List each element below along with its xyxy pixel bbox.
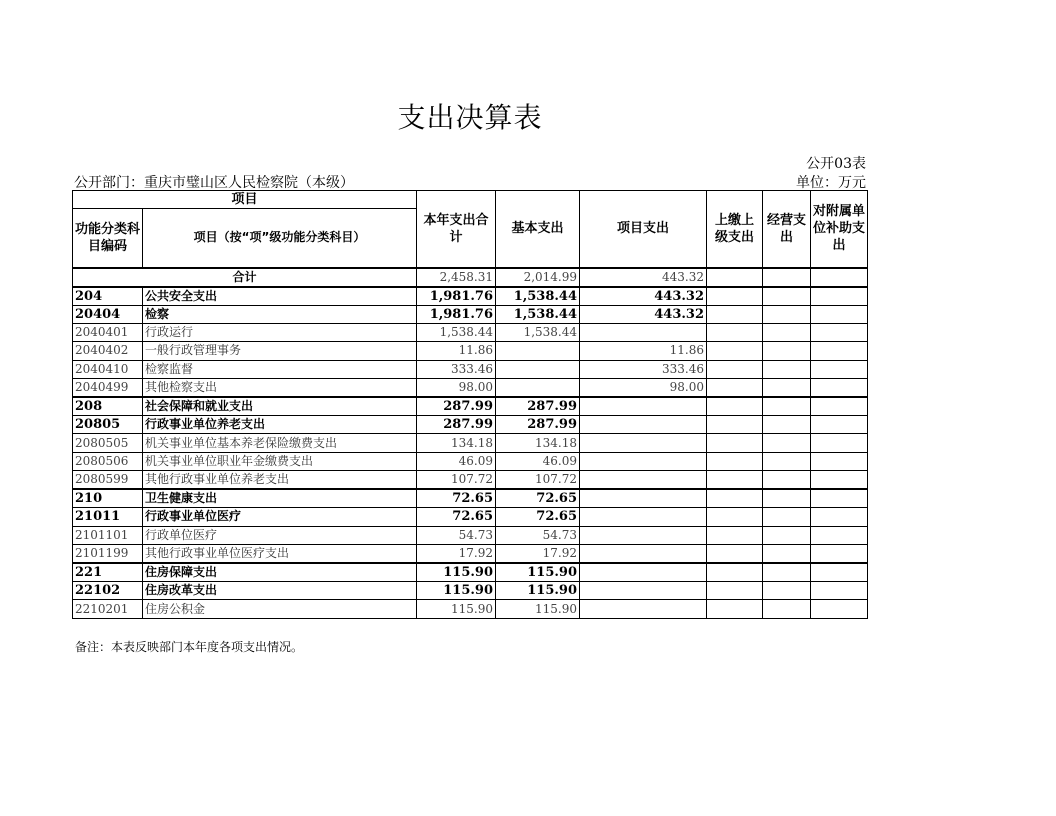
empty-cell <box>763 452 811 470</box>
empty-cell <box>763 287 811 306</box>
empty-cell <box>811 323 868 341</box>
header-total: 本年支出合计 <box>417 191 496 268</box>
table-row <box>73 582 868 600</box>
empty-cell <box>707 360 763 378</box>
row-total: 287.99 <box>417 416 496 434</box>
row-basic: 287.99 <box>496 416 580 434</box>
row-code: 2080505 <box>73 434 143 452</box>
row-total: 115.90 <box>417 600 496 618</box>
row-total: 115.90 <box>417 563 496 582</box>
row-name: 检察 <box>143 305 417 323</box>
empty-cell <box>707 416 763 434</box>
row-basic: 1,538.44 <box>496 323 580 341</box>
form-number: 公开03表 <box>806 156 866 172</box>
empty-cell <box>811 508 868 526</box>
row-basic <box>496 360 580 378</box>
row-code: 2080506 <box>73 452 143 470</box>
empty-cell <box>811 452 868 470</box>
row-code: 2080599 <box>73 471 143 490</box>
table-row <box>73 563 868 582</box>
row-project-expense <box>580 526 707 544</box>
row-total: 115.90 <box>417 582 496 600</box>
empty-cell <box>763 471 811 490</box>
header-code: 功能分类科目编码 <box>73 209 143 268</box>
row-code: 21011 <box>73 508 143 526</box>
unit-label: 单位：万元 <box>796 175 866 191</box>
total-basic: 2,014.99 <box>496 268 580 287</box>
row-name: 行政事业单位医疗 <box>143 508 417 526</box>
row-total: 46.09 <box>417 452 496 470</box>
row-basic: 115.90 <box>496 563 580 582</box>
header-item: 项目（按“项”级功能分类科目） <box>143 209 417 268</box>
row-code: 2040410 <box>73 360 143 378</box>
row-project-expense: 98.00 <box>580 379 707 398</box>
row-project-expense <box>580 471 707 490</box>
empty-cell <box>707 582 763 600</box>
row-code: 2210201 <box>73 600 143 618</box>
header-subsidiary: 对附属单位补助支出 <box>811 191 868 268</box>
row-total: 17.92 <box>417 545 496 564</box>
header-basic: 基本支出 <box>496 191 580 268</box>
empty-cell <box>763 416 811 434</box>
row-project-expense <box>580 545 707 564</box>
row-total: 287.99 <box>417 397 496 416</box>
row-basic: 1,538.44 <box>496 287 580 306</box>
row-basic: 54.73 <box>496 526 580 544</box>
total-row <box>73 268 868 287</box>
empty-cell <box>811 360 868 378</box>
row-name: 住房改革支出 <box>143 582 417 600</box>
table-row <box>73 305 868 323</box>
empty-cell <box>707 545 763 564</box>
row-basic: 115.90 <box>496 600 580 618</box>
total-project-expense: 443.32 <box>580 268 707 287</box>
empty-cell <box>707 434 763 452</box>
row-code: 210 <box>73 489 143 508</box>
row-project-expense <box>580 582 707 600</box>
empty-cell <box>763 600 811 618</box>
page-title: 支出决算表 <box>397 101 543 134</box>
empty-cell <box>707 489 763 508</box>
row-total: 54.73 <box>417 526 496 544</box>
table-row <box>73 452 868 470</box>
row-total: 72.65 <box>417 489 496 508</box>
empty-cell <box>707 563 763 582</box>
row-total: 11.86 <box>417 342 496 360</box>
row-total: 1,981.76 <box>417 305 496 323</box>
row-project-expense <box>580 563 707 582</box>
row-project-expense <box>580 323 707 341</box>
row-name: 一般行政管理事务 <box>143 342 417 360</box>
row-project-expense: 443.32 <box>580 305 707 323</box>
row-total: 1,538.44 <box>417 323 496 341</box>
row-code: 2040401 <box>73 323 143 341</box>
empty-cell <box>811 600 868 618</box>
row-basic: 1,538.44 <box>496 305 580 323</box>
empty-cell <box>763 508 811 526</box>
empty-cell <box>763 489 811 508</box>
header-project: 项目 <box>73 191 417 209</box>
empty-cell <box>811 379 868 398</box>
empty-cell <box>707 508 763 526</box>
header-business: 经营支出 <box>763 191 811 268</box>
table-row <box>73 342 868 360</box>
empty-cell <box>707 305 763 323</box>
footnote: 备注：本表反映部门本年度各项支出情况。 <box>75 640 304 654</box>
row-basic <box>496 342 580 360</box>
row-project-expense: 11.86 <box>580 342 707 360</box>
empty-cell <box>763 305 811 323</box>
row-project-expense: 333.46 <box>580 360 707 378</box>
empty-cell <box>763 342 811 360</box>
row-code: 221 <box>73 563 143 582</box>
empty-cell <box>707 471 763 490</box>
row-total: 134.18 <box>417 434 496 452</box>
empty-cell <box>763 379 811 398</box>
table-row <box>73 323 868 341</box>
table-row <box>73 545 868 564</box>
row-basic: 107.72 <box>496 471 580 490</box>
row-name: 行政单位医疗 <box>143 526 417 544</box>
row-name: 其他行政事业单位养老支出 <box>143 471 417 490</box>
empty-cell <box>707 397 763 416</box>
empty-cell <box>707 526 763 544</box>
table-row <box>73 508 868 526</box>
empty-cell <box>707 452 763 470</box>
row-name: 卫生健康支出 <box>143 489 417 508</box>
empty-cell <box>707 342 763 360</box>
header-upper: 上缴上级支出 <box>707 191 763 268</box>
table-row <box>73 471 868 490</box>
row-project-expense: 443.32 <box>580 287 707 306</box>
empty-cell <box>811 563 868 582</box>
empty-cell <box>763 434 811 452</box>
empty-cell <box>811 526 868 544</box>
row-basic: 115.90 <box>496 582 580 600</box>
row-name: 住房保障支出 <box>143 563 417 582</box>
empty-cell <box>707 287 763 306</box>
header-project-expense: 项目支出 <box>580 191 707 268</box>
row-code: 20805 <box>73 416 143 434</box>
row-basic: 17.92 <box>496 545 580 564</box>
table-row <box>73 287 868 306</box>
row-code: 2040402 <box>73 342 143 360</box>
row-name: 检察监督 <box>143 360 417 378</box>
row-code: 2101101 <box>73 526 143 544</box>
total-label: 合计 <box>73 268 417 287</box>
row-project-expense <box>580 397 707 416</box>
row-name: 机关事业单位基本养老保险缴费支出 <box>143 434 417 452</box>
empty-cell <box>763 526 811 544</box>
empty-cell <box>811 471 868 490</box>
row-name: 公共安全支出 <box>143 287 417 306</box>
table-row <box>73 434 868 452</box>
empty-cell <box>811 416 868 434</box>
row-total: 1,981.76 <box>417 287 496 306</box>
table-row <box>73 379 868 398</box>
row-basic: 72.65 <box>496 508 580 526</box>
row-basic: 46.09 <box>496 452 580 470</box>
row-basic: 134.18 <box>496 434 580 452</box>
row-project-expense <box>580 416 707 434</box>
table-row <box>73 489 868 508</box>
row-name: 其他行政事业单位医疗支出 <box>143 545 417 564</box>
row-total: 72.65 <box>417 508 496 526</box>
row-name: 其他检察支出 <box>143 379 417 398</box>
empty-cell <box>707 600 763 618</box>
empty-cell <box>763 582 811 600</box>
row-code: 2101199 <box>73 545 143 564</box>
row-name: 住房公积金 <box>143 600 417 618</box>
row-code: 2040499 <box>73 379 143 398</box>
row-total: 107.72 <box>417 471 496 490</box>
table-row <box>73 416 868 434</box>
table-row <box>73 397 868 416</box>
empty-cell <box>763 360 811 378</box>
department-label: 公开部门：重庆市璧山区人民检察院（本级） <box>74 175 354 191</box>
row-project-expense <box>580 489 707 508</box>
row-name: 机关事业单位职业年金缴费支出 <box>143 452 417 470</box>
empty-cell <box>763 397 811 416</box>
expenditure-table <box>72 190 868 619</box>
row-total: 98.00 <box>417 379 496 398</box>
empty-cell <box>811 305 868 323</box>
empty-cell <box>811 342 868 360</box>
empty-cell <box>763 563 811 582</box>
total-amount: 2,458.31 <box>417 268 496 287</box>
empty-cell <box>811 397 868 416</box>
empty-cell <box>763 545 811 564</box>
empty-cell <box>811 545 868 564</box>
table-row <box>73 526 868 544</box>
empty-cell <box>763 323 811 341</box>
row-name: 行政事业单位养老支出 <box>143 416 417 434</box>
row-basic: 287.99 <box>496 397 580 416</box>
table-row <box>73 600 868 618</box>
empty-cell <box>811 434 868 452</box>
empty-cell <box>707 323 763 341</box>
row-code: 208 <box>73 397 143 416</box>
row-code: 204 <box>73 287 143 306</box>
empty-cell <box>811 582 868 600</box>
row-name: 社会保障和就业支出 <box>143 397 417 416</box>
empty-cell <box>811 287 868 306</box>
table-row <box>73 360 868 378</box>
row-code: 20404 <box>73 305 143 323</box>
empty-cell <box>811 489 868 508</box>
row-project-expense <box>580 434 707 452</box>
row-project-expense <box>580 452 707 470</box>
row-basic <box>496 379 580 398</box>
empty-cell <box>707 379 763 398</box>
row-total: 333.46 <box>417 360 496 378</box>
row-project-expense <box>580 600 707 618</box>
row-basic: 72.65 <box>496 489 580 508</box>
row-code: 22102 <box>73 582 143 600</box>
row-project-expense <box>580 508 707 526</box>
row-name: 行政运行 <box>143 323 417 341</box>
